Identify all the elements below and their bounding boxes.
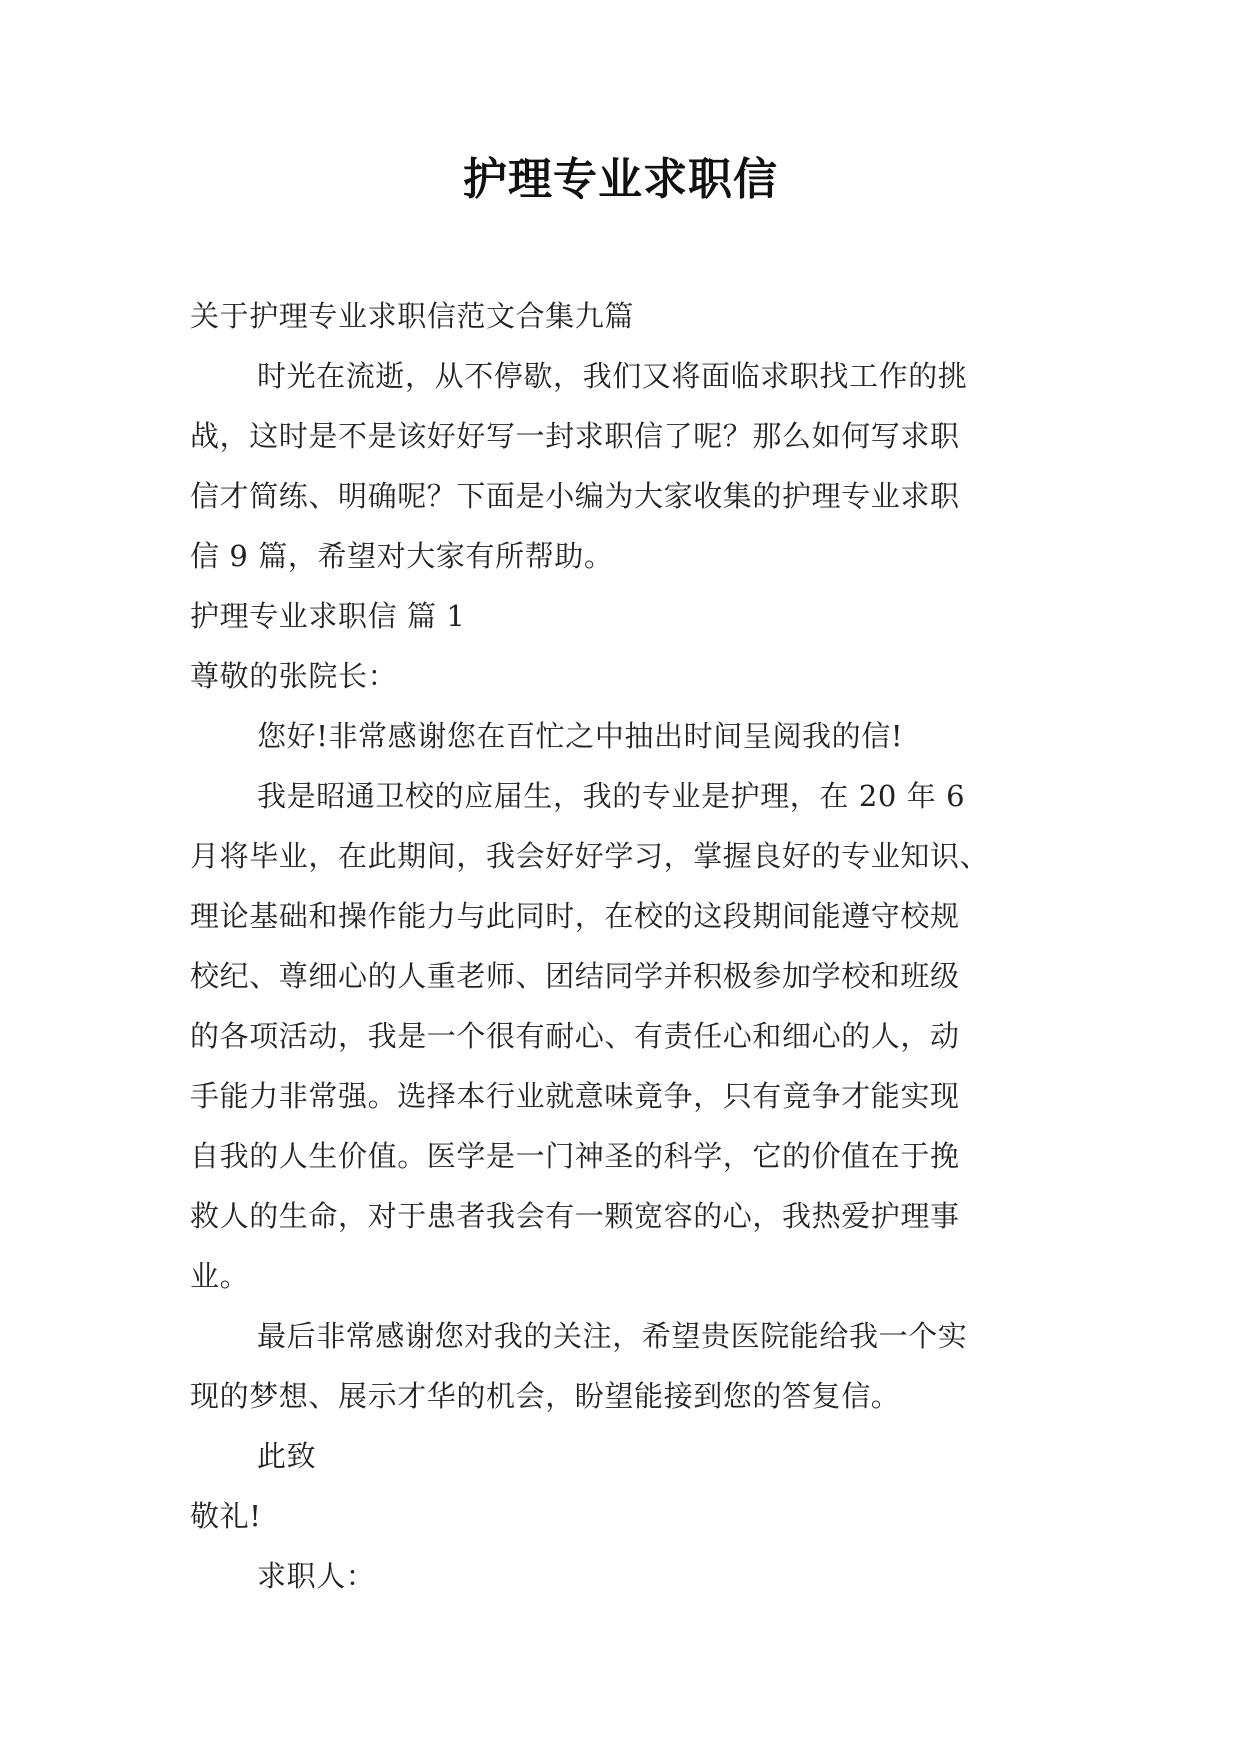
text-line: 尊敬的张院长： — [190, 659, 398, 693]
text-line: 关于护理专业求职信范文合集九篇 — [190, 299, 635, 333]
text-line: 救人的生命，对于患者我会有一颗宽容的心，我热爱护理事 — [190, 1199, 960, 1233]
text-line: 月将毕业，在此期间，我会好好学习，掌握良好的专业知识、 — [190, 839, 990, 873]
text-line: 业。 — [190, 1259, 250, 1293]
text-line: 我是昭通卫校的应届生，我的专业是护理，在 20 年 6 — [257, 779, 966, 813]
text-line: 求职人： — [257, 1559, 376, 1593]
text-line: 手能力非常强。选择本行业就意味竟争，只有竟争才能实现 — [190, 1079, 960, 1113]
text-line: 护理专业求职信 篇 1 — [190, 599, 466, 633]
text-line: 最后非常感谢您对我的关注，希望贵医院能给我一个实 — [257, 1319, 968, 1353]
text-line: 您好!非常感谢您在百忙之中抽出时间呈阅我的信! — [257, 719, 904, 753]
document-body — [190, 286, 1060, 1606]
text-line: 校纪、尊细心的人重老师、团结同学并积极参加学校和班级 — [190, 959, 960, 993]
document-title: 护理专业求职信 — [463, 154, 778, 205]
text-line: 自我的人生价值。医学是一门神圣的科学，它的价值在于挽 — [190, 1139, 960, 1173]
text-line: 敬礼! — [190, 1499, 262, 1533]
text-line: 战，这时是不是该好好写一封求职信了呢？那么如何写求职 — [190, 419, 960, 453]
text-line: 时光在流逝，从不停歇，我们又将面临求职找工作的挑 — [257, 359, 968, 393]
text-line: 信才简练、明确呢？下面是小编为大家收集的护理专业求职 — [190, 479, 960, 513]
text-line: 信 9 篇，希望对大家有所帮助。 — [190, 539, 614, 573]
text-line: 此致 — [257, 1439, 317, 1473]
text-line: 理论基础和操作能力与此同时，在校的这段期间能遵守校规 — [190, 899, 960, 933]
text-line: 现的梦想、展示才华的机会，盼望能接到您的答复信。 — [190, 1379, 901, 1413]
text-line: 的各项活动，我是一个很有耐心、有责任心和细心的人，动 — [190, 1019, 960, 1053]
